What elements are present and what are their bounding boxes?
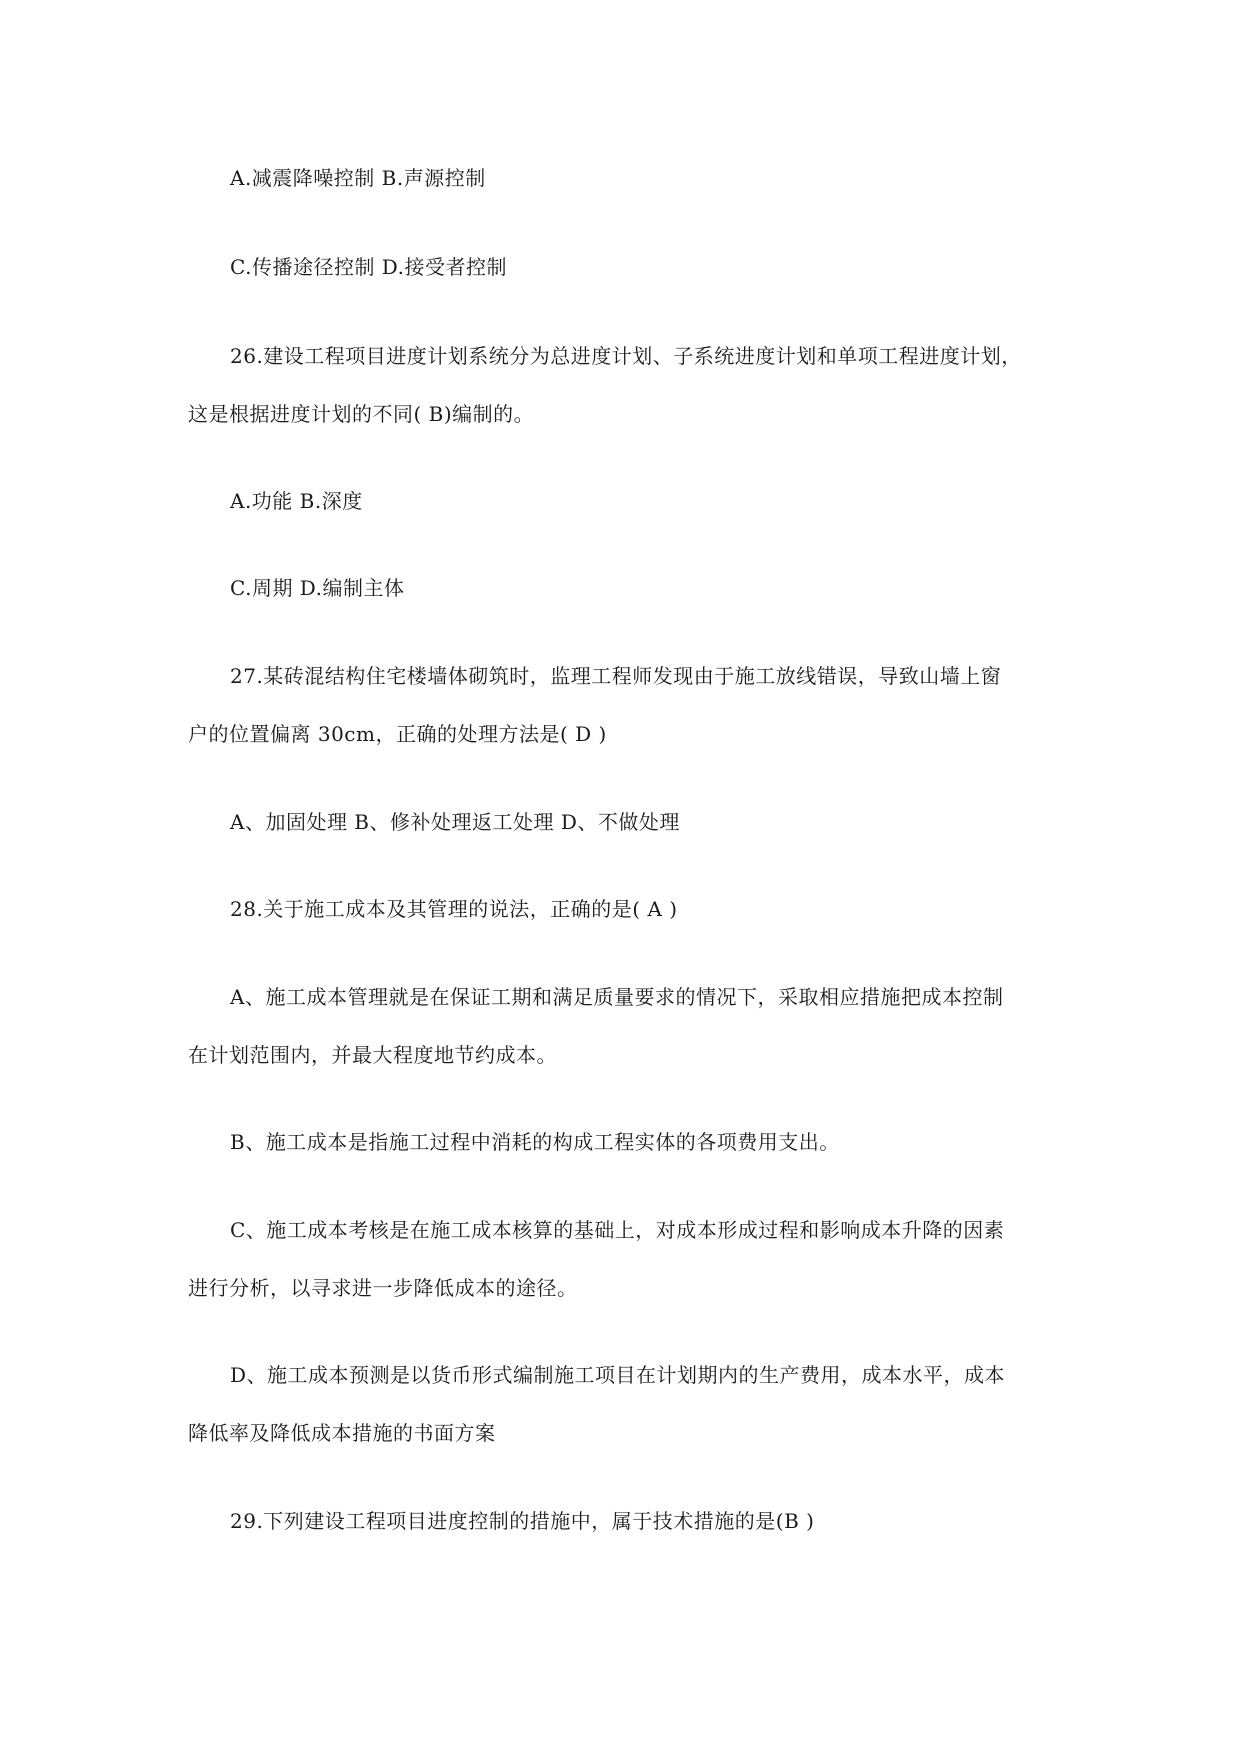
q28-option-c-line2: 进行分析，以寻求进一步降低成本的途径。 [188,1276,578,1300]
q25-options-ab: A.减震降噪控制 B.声源控制 [230,166,486,190]
q27-stem-line2: 户的位置偏离 30cm，正确的处理方法是( D ) [188,722,607,746]
q29-stem: 29.下列建设工程项目进度控制的措施中，属于技术措施的是(B ) [230,1509,815,1533]
q28-option-a-line1: A、施工成本管理就是在保证工期和满足质量要求的情况下，采取相应措施把成本控制 [230,985,1004,1009]
q28-option-a-line2: 在计划范围内，并最大程度地节约成本。 [188,1043,557,1067]
q26-options-cd: C.周期 D.编制主体 [230,576,405,600]
q27-stem-line1: 27.某砖混结构住宅楼墙体砌筑时，监理工程师发现由于施工放线错误，导致山墙上窗 [230,664,1002,688]
q28-option-d-line1: D、施工成本预测是以货币形式编制施工项目在计划期内的生产费用，成本水平，成本 [230,1363,1006,1387]
q28-option-d-line2: 降低率及降低成本措施的书面方案 [188,1421,496,1445]
q28-option-b: B、施工成本是指施工过程中消耗的构成工程实体的各项费用支出。 [230,1130,840,1154]
q27-options: A、加固处理 B、修补处理返工处理 D、不做处理 [230,810,680,834]
q28-option-c-line1: C、施工成本考核是在施工成本核算的基础上，对成本形成过程和影响成本升降的因素 [230,1218,1005,1242]
q26-stem-line2: 这是根据进度计划的不同( B)编制的。 [188,402,535,426]
q26-stem-line1: 26.建设工程项目进度计划系统分为总进度计划、子系统进度计划和单项工程进度计划， [230,344,1022,368]
q28-stem: 28.关于施工成本及其管理的说法，正确的是( A ) [230,897,678,921]
q25-options-cd: C.传播途径控制 D.接受者控制 [230,255,507,279]
q26-options-ab: A.功能 B.深度 [230,489,363,513]
